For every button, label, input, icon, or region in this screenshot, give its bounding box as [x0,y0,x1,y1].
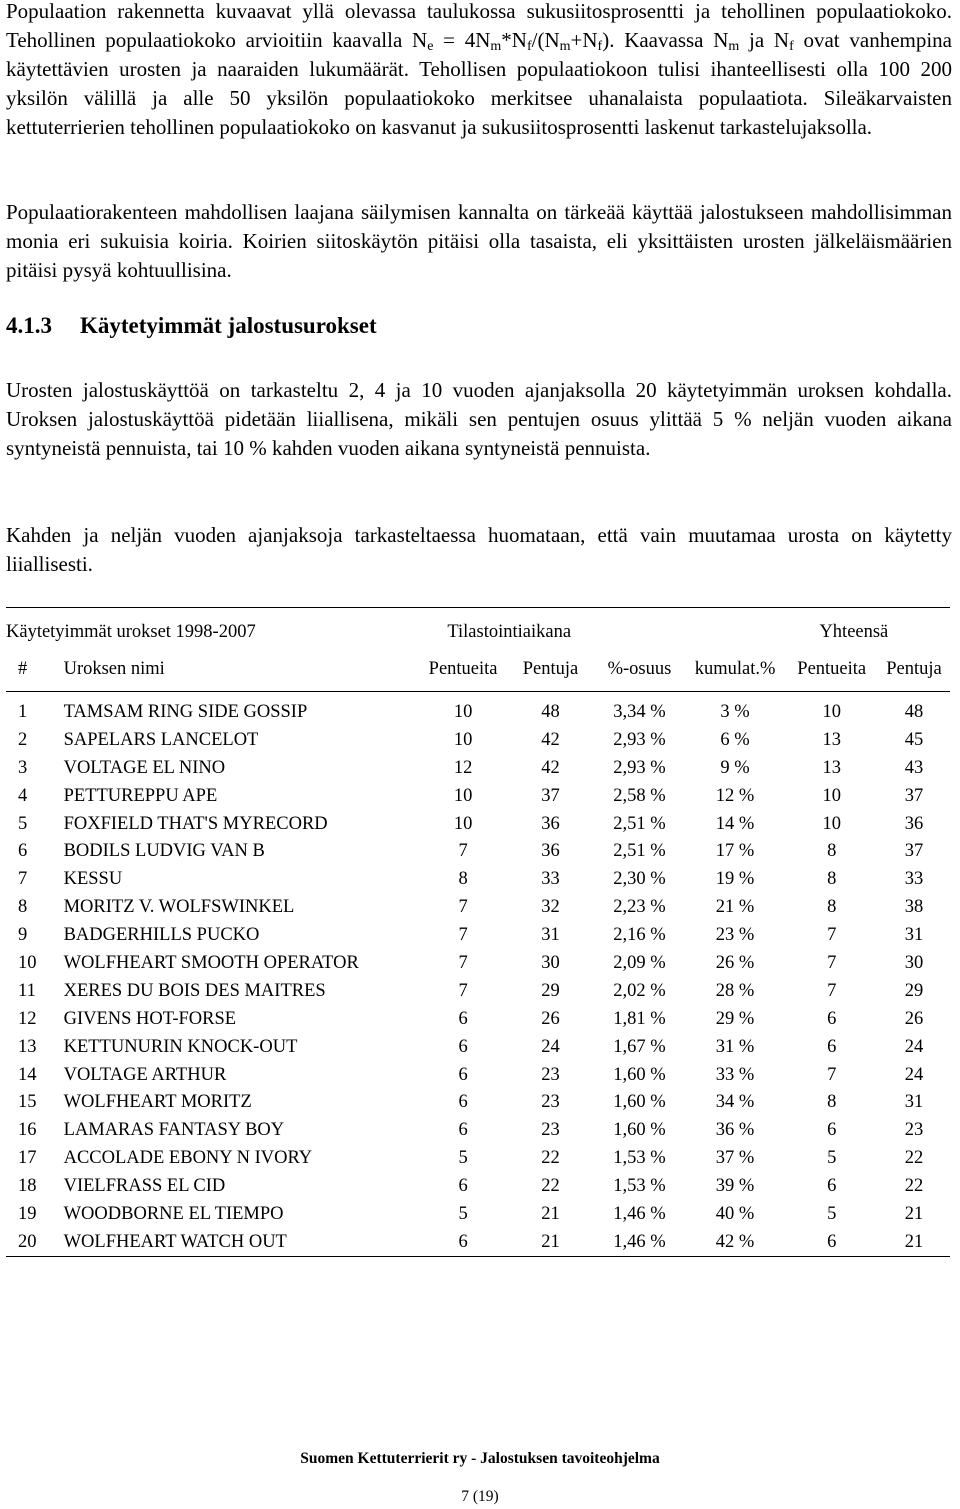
row-cumulative: 29 % [715,1008,755,1029]
row-puppies: 42 [541,757,560,778]
row-total-litters: 7 [827,980,837,1001]
row-puppies: 36 [541,841,560,862]
column-header-total-puppies: Pentuja [886,658,942,679]
row-puppies: 21 [541,1203,560,1224]
row-cumulative: 12 % [715,785,755,806]
row-total-puppies: 21 [904,1203,924,1224]
table-group-total: Yhteensä [785,608,950,648]
row-name: WOLFHEART WATCH OUT [63,1231,287,1252]
row-share: 1,53 % [613,1176,666,1197]
row-share: 2,23 % [613,897,666,918]
row-number: 7 [18,869,28,890]
table-row [6,698,950,726]
table-row [6,837,950,865]
row-total-puppies: 31 [904,1092,924,1113]
row-cumulative: 23 % [715,925,755,946]
row-total-puppies: 43 [904,757,924,778]
table-row [6,1088,950,1116]
row-puppies: 33 [541,869,560,890]
row-name: LAMARAS FANTASY BOY [63,1120,285,1141]
table-row [6,893,950,921]
row-share: 1,60 % [613,1064,666,1085]
row-cumulative: 40 % [715,1203,755,1224]
table-group-header [6,608,950,648]
row-number: 17 [18,1148,37,1169]
row-cumulative: 34 % [715,1092,755,1113]
row-total-puppies: 48 [904,701,924,722]
row-number: 13 [18,1036,37,1057]
row-name: VOLTAGE EL NINO [63,757,226,778]
row-total-puppies: 29 [904,980,924,1001]
table-row [6,1228,950,1256]
row-puppies: 23 [541,1092,560,1113]
row-litters: 5 [458,1148,468,1169]
table-row [6,1200,950,1228]
row-cumulative: 31 % [715,1036,755,1057]
row-share: 1,53 % [613,1148,666,1169]
row-total-litters: 10 [822,785,841,806]
row-name: WOODBORNE EL TIEMPO [63,1203,284,1224]
row-total-litters: 8 [827,841,837,862]
table-row [6,1172,950,1200]
row-puppies: 29 [541,980,560,1001]
row-total-litters: 7 [827,925,837,946]
row-name: ACCOLADE EBONY N IVORY [63,1148,313,1169]
row-total-litters: 6 [827,1176,837,1197]
row-number: 8 [18,897,28,918]
table-row [6,726,950,754]
table-row [6,949,950,977]
row-cumulative: 26 % [715,952,755,973]
row-total-litters: 6 [827,1036,837,1057]
row-total-litters: 13 [822,757,841,778]
row-number: 11 [18,980,36,1001]
row-litters: 7 [458,952,468,973]
row-total-puppies: 22 [904,1148,924,1169]
row-cumulative: 42 % [715,1231,755,1252]
row-name: VOLTAGE ARTHUR [63,1064,227,1085]
sires-table [6,607,950,1257]
row-total-litters: 7 [827,1064,837,1085]
row-total-puppies: 24 [904,1036,924,1057]
column-header-name: Uroksen nimi [63,658,165,679]
table-row [6,1033,950,1061]
row-total-puppies: 37 [904,841,924,862]
row-share: 2,58 % [613,785,666,806]
row-total-litters: 5 [827,1148,837,1169]
paragraph-sire-usage: Urosten jalostuskäyttöä on tarkasteltu 2, 4 ja 10 vuoden ajanjaksolla 20 käytetyimmän uroksen kohdalla. Uroksen jalostuskäyttöä pidetään liiallisena, mikäli sen pentujen osuus ylittää 5 % neljän vuoden aikana syntyneistä pennuista, tai 10 % kahden vuoden aikana syntyneistä pennuista. [6,378,952,460]
row-number: 15 [18,1092,37,1113]
row-name: BADGERHILLS PUCKO [63,925,260,946]
row-litters: 5 [458,1203,468,1224]
row-litters: 10 [453,729,473,750]
row-name: GIVENS HOT-FORSE [63,1008,237,1029]
row-name: KESSU [63,869,123,890]
row-puppies: 30 [541,952,560,973]
row-cumulative: 3 % [720,701,750,722]
row-share: 2,30 % [613,869,666,890]
row-litters: 7 [458,897,468,918]
row-share: 2,09 % [613,952,666,973]
row-total-puppies: 31 [904,925,924,946]
row-number: 4 [18,785,28,806]
row-number: 16 [18,1120,37,1141]
row-total-puppies: 37 [904,785,924,806]
row-puppies: 42 [541,729,560,750]
row-puppies: 22 [541,1176,560,1197]
table-column-header [6,647,950,692]
row-cumulative: 14 % [715,813,755,834]
row-puppies: 23 [541,1064,560,1085]
row-litters: 10 [453,813,473,834]
row-total-litters: 10 [822,813,841,834]
row-total-puppies: 24 [904,1064,924,1085]
row-total-puppies: 36 [904,813,924,834]
row-number: 10 [18,952,37,973]
row-share: 2,93 % [613,729,666,750]
row-puppies: 22 [541,1148,560,1169]
row-name: SAPELARS LANCELOT [63,729,259,750]
paragraph-population-structure: Populaation rakennetta kuvaavat yllä olevassa taulukossa sukusiitosprosentti ja tehollinen populaatiokoko. Tehollinen populaatiokoko arvioitiin kaavalla $N_e = 4N_m*N_f/(N_m+N_f)$. Kaavassa $N_m$ ja $N_f$ ovat vanhempina käytettävien urosten ja naaraiden lukumäärät. Tehollisen populaatiokoon tulisi ihanteellisesti olla 100 200 yksilön välillä ja alle 50 yksilön populaatiokoko merkitsee uhanalaista populaatiota. Sileäkarvaisten kettuterrierien tehollinen populaatiokoko on kasvanut ja sukusiitosprosentti laskenut tarkastelujaksolla. [6,0,953,139]
page-number: 7 (19) [461,1488,499,1505]
paragraph-breeding-diversity: Populaatiorakenteen mahdollisen laajana säilymisen kannalta on tärkeää käyttää jalostukseen mahdollisimman monia eri sukuisia koiria. Koirien siitoskäytön pitäisi olla tasaista, eli yksittäisten urosten jälkeläismäärien pitäisi pysyä kohtuullisina. [6,200,952,282]
column-header-share: %-osuus [607,658,672,679]
footer-org: Suomen Kettuterrierit ry - Jalostuksen tavoiteohjelma [300,1450,660,1467]
table-row [6,1144,950,1172]
row-litters: 6 [458,1092,468,1113]
table-row [6,1116,950,1144]
row-share: 2,16 % [613,925,666,946]
row-puppies: 23 [541,1120,560,1141]
row-cumulative: 21 % [715,897,755,918]
row-puppies: 32 [541,897,560,918]
row-total-litters: 6 [827,1231,837,1252]
row-litters: 6 [458,1036,468,1057]
row-share: 2,51 % [613,813,666,834]
table-row [6,810,950,838]
row-number: 14 [18,1064,37,1085]
row-total-puppies: 33 [904,869,924,890]
row-number: 6 [18,841,28,862]
row-total-litters: 5 [827,1203,837,1224]
row-number: 20 [18,1231,37,1252]
row-name: VIELFRASS EL CID [63,1176,226,1197]
row-name: BODILS LUDVIG VAN B [63,841,265,862]
row-puppies: 48 [541,701,560,722]
row-share: 1,67 % [613,1036,666,1057]
row-number: 1 [18,701,28,722]
row-puppies: 24 [541,1036,560,1057]
row-litters: 7 [458,841,468,862]
row-share: 1,60 % [613,1120,666,1141]
column-header-total-litters: Pentueita [797,658,867,679]
row-number: 9 [18,925,28,946]
section-title: Käytetyimmät jalostusurokset [80,313,377,338]
table-row [6,865,950,893]
table-row [6,754,950,782]
row-cumulative: 37 % [715,1148,755,1169]
column-header-cumulative: kumulat.% [694,658,776,679]
row-litters: 6 [458,1176,468,1197]
row-cumulative: 17 % [715,841,755,862]
table-title: Käytetyimmät urokset 1998-2007 [6,608,419,648]
row-number: 3 [18,757,28,778]
row-total-litters: 8 [827,1092,837,1113]
row-total-puppies: 30 [904,952,924,973]
row-total-puppies: 23 [904,1120,924,1141]
row-share: 1,81 % [613,1008,666,1029]
row-number: 18 [18,1176,37,1197]
column-header-puppies: Pentuja [522,658,579,679]
row-total-puppies: 38 [904,897,924,918]
row-litters: 7 [458,980,468,1001]
row-name: TAMSAM RING SIDE GOSSIP [63,701,308,722]
row-number: 2 [18,729,28,750]
row-litters: 10 [453,701,473,722]
row-puppies: 37 [541,785,560,806]
row-litters: 6 [458,1064,468,1085]
row-litters: 6 [458,1008,468,1029]
row-number: 12 [18,1008,37,1029]
row-number: 5 [18,813,28,834]
row-total-litters: 10 [822,701,841,722]
row-name: WOLFHEART SMOOTH OPERATOR [63,952,359,973]
row-cumulative: 28 % [715,980,755,1001]
row-cumulative: 39 % [715,1176,755,1197]
row-total-litters: 6 [827,1120,837,1141]
table-row [6,1061,950,1089]
row-name: MORITZ V. WOLFSWINKEL [63,897,295,918]
table-row [6,782,950,810]
row-puppies: 26 [541,1008,560,1029]
row-litters: 8 [458,869,468,890]
row-name: WOLFHEART MORITZ [63,1092,252,1113]
row-share: 3,34 % [613,701,666,722]
column-header-number: # [18,658,28,679]
row-cumulative: 9 % [720,757,750,778]
row-total-litters: 8 [827,897,837,918]
row-number: 19 [18,1203,37,1224]
paragraph-sire-overuse: Kahden ja neljän vuoden ajanjaksoja tarkasteltaessa huomataan, että vain muutamaa urosta on käytetty liiallisesti. [6,523,952,576]
row-name: XERES DU BOIS DES MAITRES [63,980,326,1001]
row-total-litters: 8 [827,869,837,890]
row-cumulative: 19 % [715,869,755,890]
row-share: 1,46 % [613,1203,666,1224]
row-name: PETTUREPPU APE [63,785,218,806]
table-row [6,921,950,949]
row-share: 2,02 % [613,980,666,1001]
row-puppies: 36 [541,813,560,834]
row-cumulative: 6 % [720,729,750,750]
row-litters: 10 [453,785,473,806]
row-name: KETTUNURIN KNOCK-OUT [63,1036,298,1057]
row-total-litters: 7 [827,952,837,973]
row-share: 2,51 % [613,841,666,862]
section-number: 4.1.3 [6,313,52,338]
row-total-puppies: 26 [904,1008,924,1029]
column-header-litters: Pentueita [428,658,498,679]
row-litters: 7 [458,925,468,946]
section-heading [6,311,377,341]
row-puppies: 31 [541,925,560,946]
table-group-statistics: Tilastointiaikana [419,608,785,648]
row-total-puppies: 45 [904,729,924,750]
row-cumulative: 33 % [715,1064,755,1085]
row-share: 1,46 % [613,1231,666,1252]
row-litters: 6 [458,1231,468,1252]
table-row [6,1005,950,1033]
row-puppies: 21 [541,1231,560,1252]
row-cumulative: 36 % [715,1120,755,1141]
row-share: 1,60 % [613,1092,666,1113]
row-name: FOXFIELD THAT'S MYRECORD [63,813,328,834]
row-total-litters: 6 [827,1008,837,1029]
row-total-puppies: 21 [904,1231,924,1252]
row-total-puppies: 22 [904,1176,924,1197]
row-litters: 12 [453,757,473,778]
table-row [6,977,950,1005]
row-share: 2,93 % [613,757,666,778]
row-litters: 6 [458,1120,468,1141]
row-total-litters: 13 [822,729,841,750]
